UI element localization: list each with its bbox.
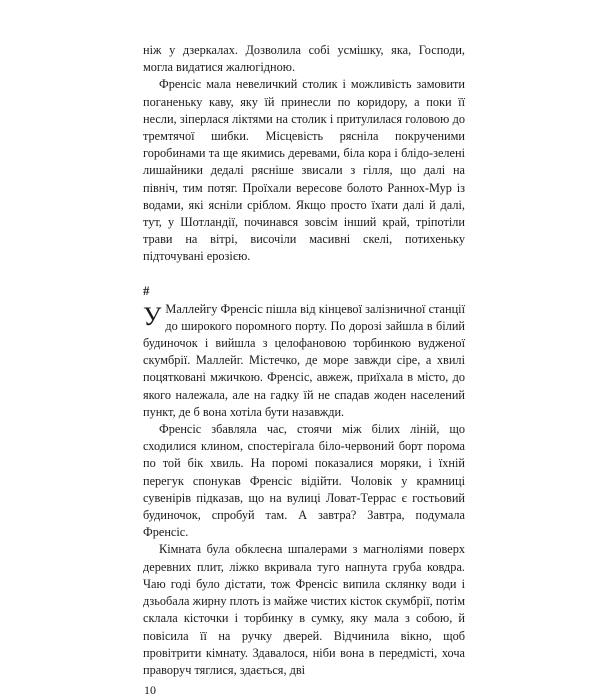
paragraph-5: Кімната була обклеєна шпалерами з магноліями поверх деревних плит, ліжко вкривала туго напнута груба ковдра. Чаю годі було дістати, тож Френсіс випила склянку води і дзьобала жирну плоть із майже чистих кісток скумбрії, потім склала кісточки і торбинку в сумку, яку мала з собою, й повісила її на ручку дверей. Відчинила вікно, щоб провітрити кімнату. Здавалося, ніби вона в передмісті, хоча праворуч тяглися, здається, дві <box>143 542 465 677</box>
drop-cap: У <box>143 301 162 331</box>
page-number: 10 <box>144 683 156 697</box>
book-page <box>143 42 465 679</box>
paragraph-4: Френсіс збавляла час, стоячи між білих ліній, що сходилися клином, спостерігала біло-червоний борт порома по той бік хвиль. На поромі показалися моряки, і їхній перегук спонукав Френсіс відійти. Чоловік у крамниці сувенірів підказав, що на вулиці Ловат-Террас є гостьовий будиночок, спробуй там. А завтра? Завтра, подумала Френсіс. <box>143 422 465 540</box>
paragraph-3-text: Маллейгу Френсіс пішла від кінцевої залізничної станції до широкого поромного порту. По дорозі зайшла в білий будиночок і вийшла з целофановою торбинкою вудженої скумбрії. Маллейг. Містечко, де море завжди сіре, а хвилі поцятковані мжичкою. Френсіс, авжеж, приїхала в місто, до якого належала, але на гадку їй не спадав жоден населений пункт, де б вона хотіла бути назавжди. <box>143 301 465 419</box>
paragraph-1: ніж у дзеркалах. Дозволила собі усмішку, яка, Господи, могла видатися жалюгідною. <box>143 43 465 75</box>
section-separator: # <box>143 282 150 298</box>
paragraph-2: Френсіс мала невеличкий столик і можливість замовити поганеньку каву, яку їй принесли по коридору, а поки її несли, зіперлася ліктями на столик і притулилася головою до тремтячої шибки. Місцевість рясніла покрученими горобинами та ще якимись деревами, біла кора і блідо-зелені лишайники дедалі рясніше звисали з гілля, що далі на північ, тим потяг. Проїхали вересове болото Раннох-Мур із водами, які ясніли сріблом. Якщо просто їхати далі й далі, тут, у Шотландії, починався зовсім інший край, тріпотіли трави на вітрі, височіли масивні скелі, потихеньку підточувані ерозією. <box>143 77 465 264</box>
paragraph-3 <box>143 301 465 421</box>
